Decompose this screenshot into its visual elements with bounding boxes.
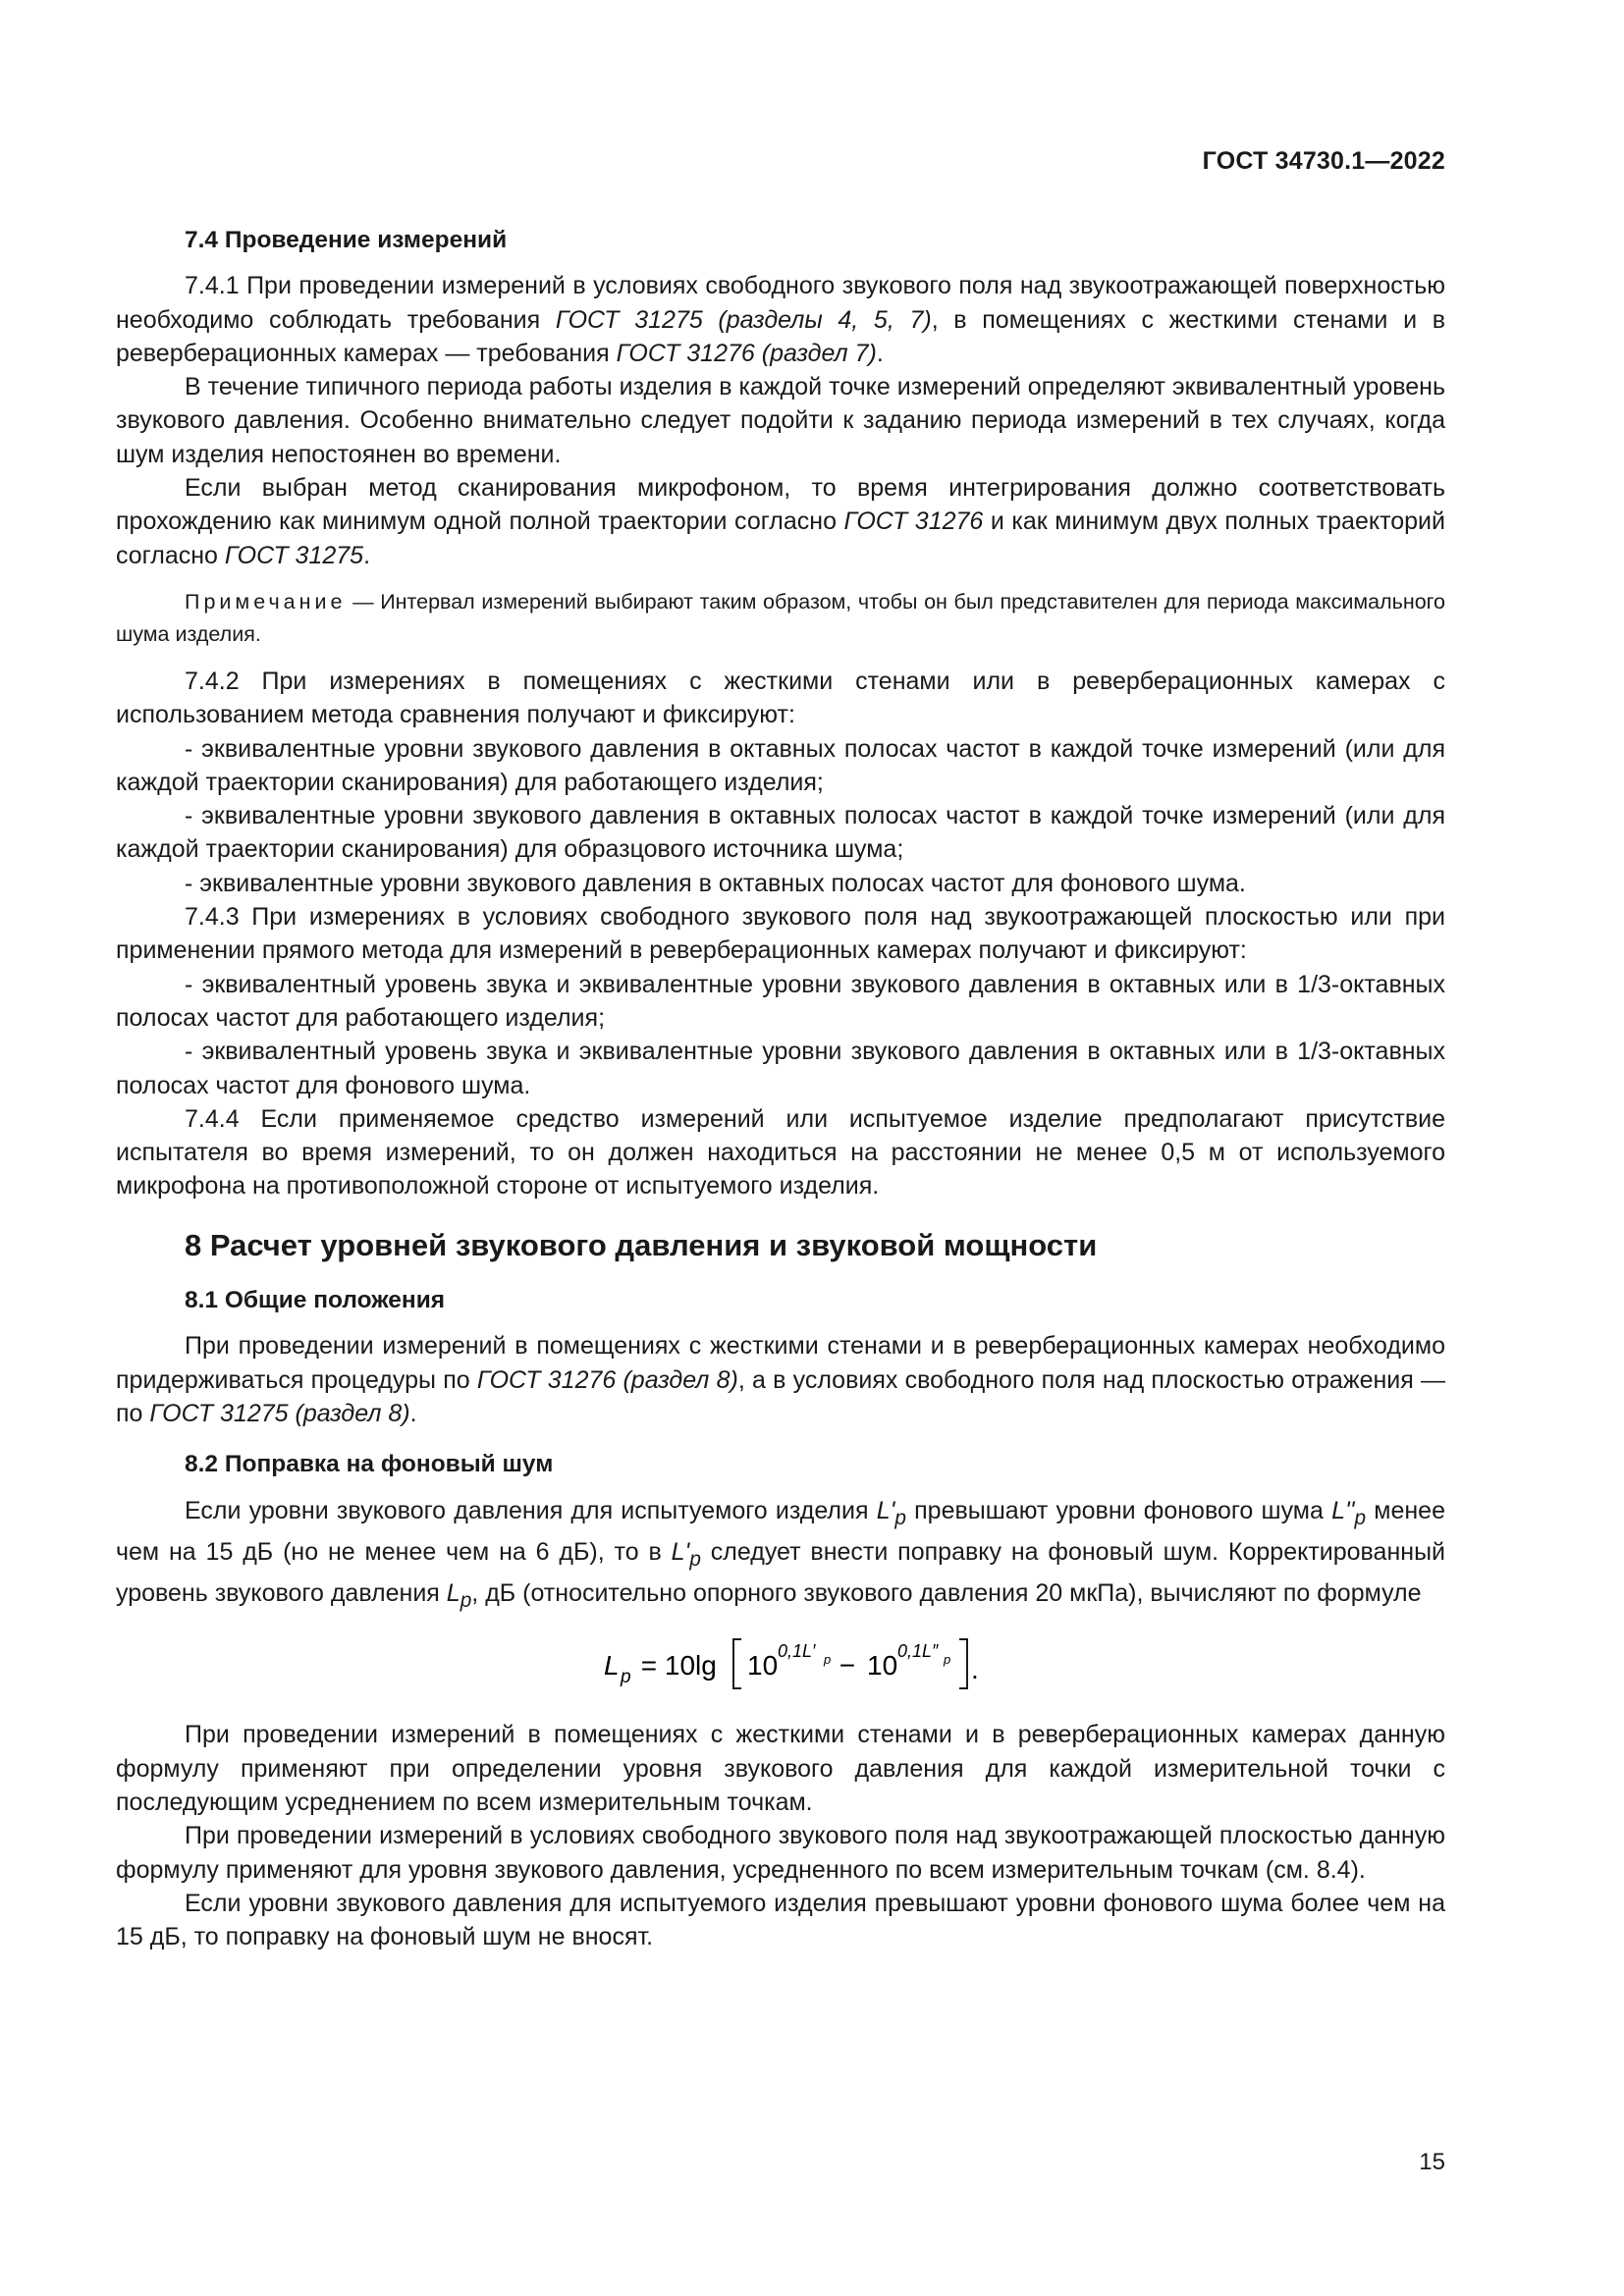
- symbol-lp: [446, 1579, 472, 1613]
- text-run: , а в условиях свободного поля над плоскостью отражения — по: [116, 1365, 1445, 1427]
- text-run: .: [876, 339, 884, 367]
- text-run: Если уровни звукового давления для испытуемого изделия: [185, 1496, 877, 1524]
- paragraph-scanning: [116, 471, 1445, 572]
- formula-exponent-1-subscript: p: [824, 1652, 832, 1667]
- paragraph-8-1: [116, 1329, 1445, 1430]
- list-item: - эквивалентные уровни звукового давления в октавных полосах частот в каждой точке измерений (или для каждой траектории сканирования) для работающего изделия;: [116, 734, 1445, 796]
- heading-8-2: 8.2 Поправка на фоновый шум: [185, 1451, 554, 1478]
- list-item: - эквивалентный уровень звука и эквивалентные уровни звукового давления в октавных или в 1/3-октавных полосах частот для фонового шума.: [116, 1038, 1445, 1099]
- text-run: .: [363, 541, 371, 569]
- formula-base-2: 10: [867, 1650, 898, 1681]
- text-run: Если выбран метод сканирования микрофоном, то время интегрирования должно соответствовать прохождению как минимум одной полной траектории согласно: [116, 474, 1445, 536]
- formula-lhs: L: [604, 1650, 620, 1681]
- symbol-letter: L': [671, 1537, 690, 1566]
- paragraph-no-correction: Если уровни звукового давления для испытуемого изделия превышают уровни фонового шума более чем на 15 дБ, то поправку на фоновый шум не вносят.: [116, 1889, 1445, 1951]
- paragraph-formula-free-field: При проведении измерений в условиях свободного звукового поля над звукоотражающей плоскостью данную формулу применяют для уровня звукового давления, усредненного по всем измерительным точкам (см. 8.4).: [116, 1822, 1445, 1884]
- symbol-letter: L'': [1331, 1496, 1355, 1524]
- reference-gost-31276: ГОСТ 31276 (раздел 7): [616, 339, 877, 367]
- reference-gost-31275: ГОСТ 31275 (разделы 4, 5, 7): [555, 305, 932, 334]
- symbol-lp-prime: [671, 1537, 701, 1571]
- left-bracket-icon: [733, 1639, 741, 1688]
- formula-equals: = 10lg: [633, 1650, 717, 1681]
- note-label: Примечание: [185, 589, 347, 614]
- text-run: .: [409, 1399, 417, 1427]
- text-run: При проведении измерений в помещениях с жесткими стенами и в реверберационных камерах необходимо придерживаться процедуры по: [116, 1332, 1445, 1394]
- heading-7-4: 7.4 Проведение измерений: [185, 227, 508, 253]
- list-item: - эквивалентный уровень звука и эквивалентные уровни звукового давления в октавных или в 1/3-октавных полосах частот для работающего изделия;: [116, 970, 1445, 1032]
- right-bracket-icon: [959, 1639, 967, 1688]
- page-number: 15: [1419, 2149, 1445, 2175]
- reference-gost-31276: ГОСТ 31276 (раздел 8): [476, 1365, 738, 1394]
- spacer: [116, 1430, 1445, 1448]
- list-item: - эквивалентные уровни звукового давления в октавных полосах частот в каждой точке измерений (или для каждой траектории сканирования) для образцового источника шума;: [116, 802, 1445, 864]
- heading-8-1: 8.1 Общие положения: [185, 1287, 446, 1314]
- list-item: - эквивалентные уровни звукового давления в октавных полосах частот для фонового шума.: [185, 869, 1246, 897]
- formula-exponent-2-subscript: p: [944, 1652, 951, 1667]
- symbol-subscript: p: [1354, 1506, 1367, 1529]
- symbol-lp-double-prime: [1331, 1496, 1367, 1529]
- reference-gost-31276: ГОСТ 31276: [843, 507, 984, 536]
- formula-minus: −: [832, 1650, 863, 1681]
- symbol-subscript: p: [689, 1547, 701, 1571]
- formula-exponent-2: 0,1L″: [897, 1641, 939, 1661]
- text-run: менее чем на 15 дБ (но не менее чем на 6 дБ), то в: [116, 1496, 1445, 1566]
- formula-period: .: [971, 1654, 979, 1684]
- formula-graphic: [604, 1633, 1016, 1692]
- paragraph-8-2-intro: [116, 1494, 1445, 1619]
- paragraph-7-4-3: 7.4.3 При измерениях в условиях свободного звукового поля над звукоотражающей плоскостью или при применении прямого метода для измерений в реверберационных камерах получают и фиксируют:: [116, 903, 1445, 965]
- text-run: , дБ (относительно опорного звукового давления 20 мкПа), вычисляют по формуле: [471, 1579, 1422, 1608]
- paragraph-7-4-1: [116, 269, 1445, 370]
- paragraph-7-4-2: 7.4.2 При измерениях в помещениях с жесткими стенами или в реверберационных камерах с использованием метода сравнения получают и фиксируют:: [116, 667, 1445, 729]
- symbol-lp-prime: [876, 1496, 906, 1529]
- page-content: [116, 224, 1445, 1953]
- text-run: следует внести поправку на фоновый шум. Корректированный уровень звукового давления: [116, 1537, 1446, 1608]
- formula-background-correction: [116, 1631, 1445, 1690]
- text-run: 7.4.1 При проведении измерений в условиях свободного звукового поля над звукоотражающей поверхностью необходимо соблюдать требования: [116, 272, 1445, 334]
- text-run: превышают уровни фонового шума: [905, 1496, 1332, 1524]
- text-run: , в помещениях с жесткими стенами и в реверберационных камерах — требования: [116, 305, 1445, 367]
- heading-section-8: 8 Расчет уровней звукового давления и звуковой мощности: [185, 1227, 1098, 1262]
- reference-gost-31275: ГОСТ 31275 (раздел 8): [149, 1399, 410, 1427]
- paragraph-formula-rooms: При проведении измерений в помещениях с жесткими стенами и в реверберационных камерах данную формулу применяют при определении уровня звукового давления для каждой измерительной точки с последующим усреднением по всем измерительным точкам.: [116, 1721, 1445, 1816]
- symbol-letter: L': [876, 1496, 895, 1524]
- note-text: — Интервал измерений выбирают таким образом, чтобы он был представителен для периода максимального шума изделия.: [116, 589, 1445, 646]
- formula-exponent-1: 0,1L′: [778, 1641, 816, 1661]
- symbol-subscript: p: [894, 1506, 906, 1529]
- note: [116, 586, 1445, 651]
- symbol-subscript: p: [460, 1589, 472, 1613]
- paragraph-typical-period: В течение типичного периода работы изделия в каждой точке измерений определяют эквивалентный уровень звукового давления. Особенно внимательно следует подойти к заданию периода измерений в тех случаях, когда шум изделия непостоянен во времени.: [116, 373, 1445, 468]
- formula-lhs-subscript: p: [621, 1667, 631, 1687]
- text-run: и как минимум двух полных траекторий согласно: [116, 507, 1445, 569]
- paragraph-7-4-4: 7.4.4 Если применяемое средство измерений или испытуемое изделие предполагают присутствие испытателя во время измерений, то он должен находиться на расстоянии не менее 0,5 м от используемого микрофона на противоположной стороне от испытуемого изделия.: [116, 1104, 1445, 1201]
- formula-base-1: 10: [747, 1650, 779, 1681]
- reference-gost-31275: ГОСТ 31275: [224, 541, 364, 569]
- document-header: ГОСТ 34730.1—2022: [1202, 147, 1445, 175]
- symbol-letter: L: [446, 1579, 460, 1608]
